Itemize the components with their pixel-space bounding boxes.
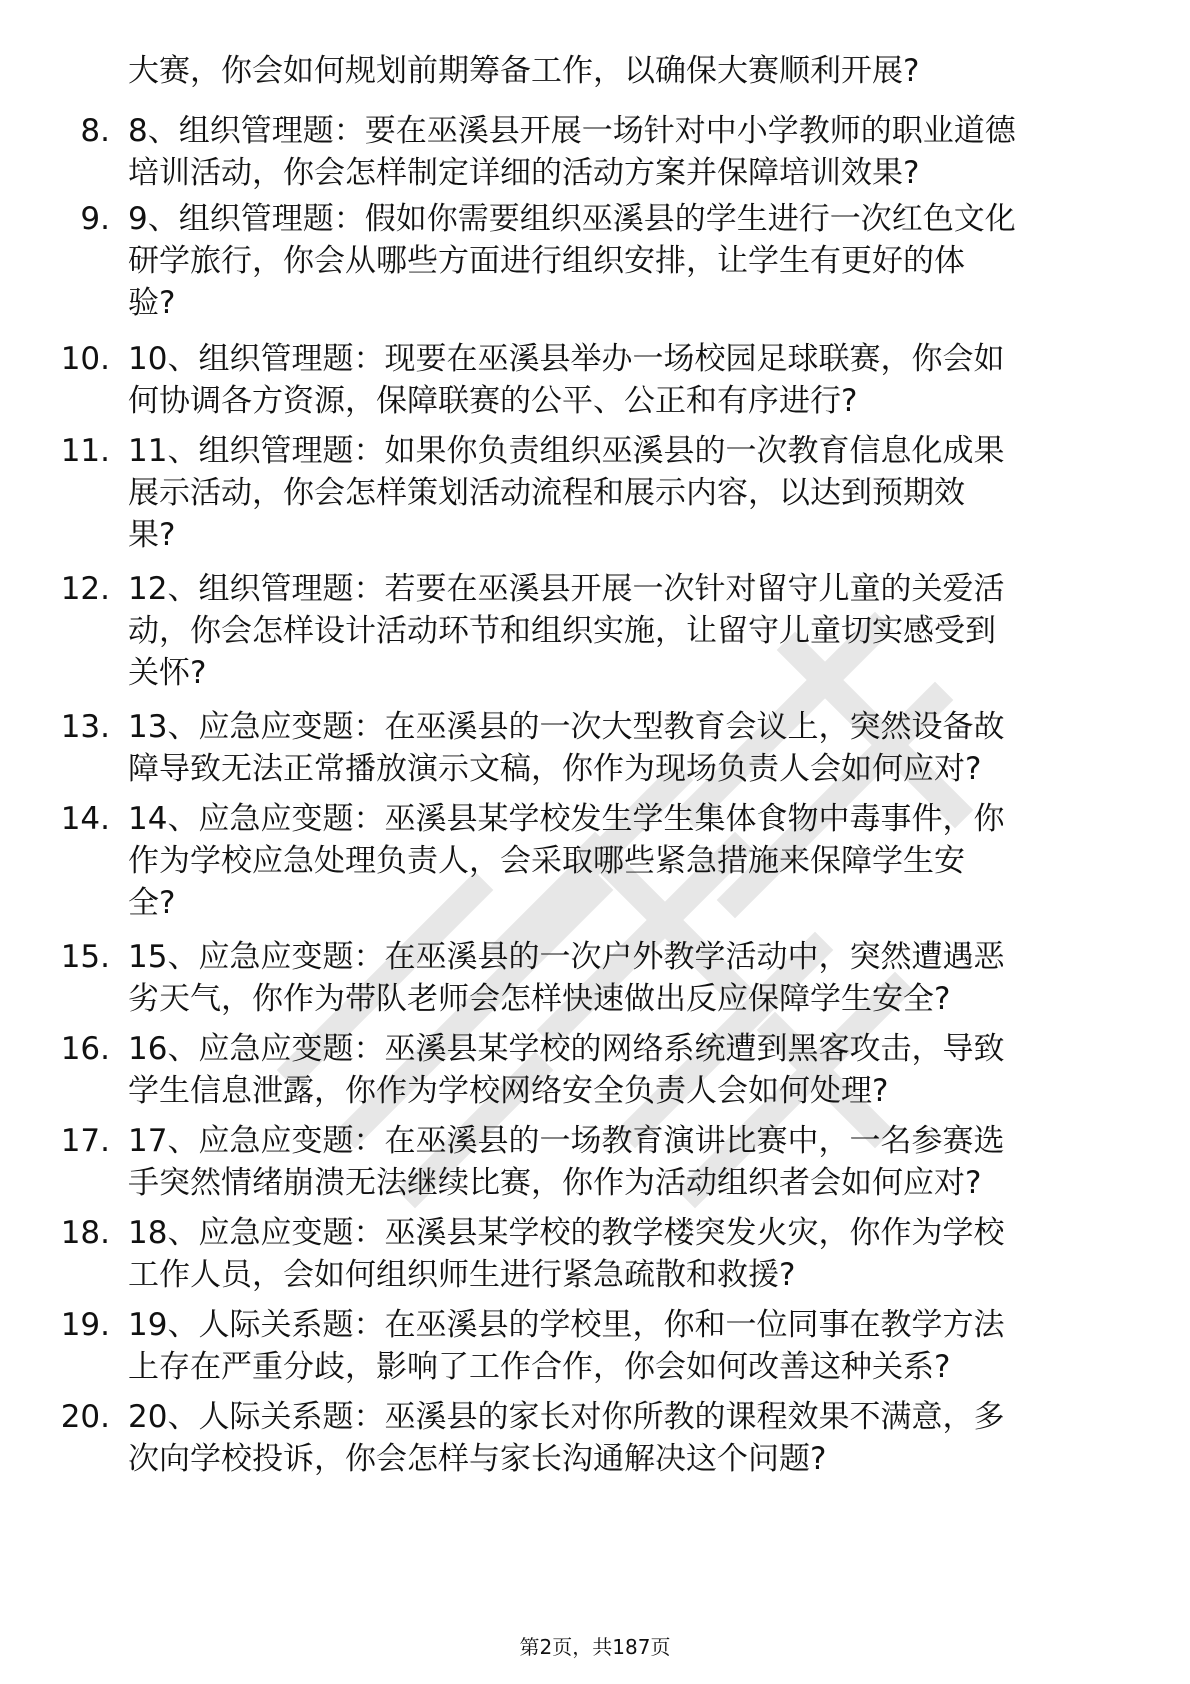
- continuation-paragraph: [128, 50, 1138, 92]
- item-line: 17、应急应变题：在巫溪县的一场教育演讲比赛中，一名参赛选: [128, 1123, 1005, 1159]
- item-number: 20.: [60, 1399, 110, 1435]
- item-line: 11、组织管理题：如果你负责组织巫溪县的一次教育信息化成果: [128, 433, 1005, 469]
- continuation-line: 大赛，你会如何规划前期筹备工作，以确保大赛顺利开展?: [128, 53, 920, 89]
- item-text: [128, 568, 1138, 694]
- item-number: 10.: [60, 341, 110, 377]
- item-line: 13、应急应变题：在巫溪县的一次大型教育会议上，突然设备故: [128, 709, 1005, 745]
- item-line: 16、应急应变题：巫溪县某学校的网络系统遭到黑客攻击，导致: [128, 1031, 1005, 1067]
- item-line: 9、组织管理题：假如你需要组织巫溪县的学生进行一次红色文化: [128, 201, 1016, 237]
- item-text: [128, 1212, 1138, 1296]
- item-line: 工作人员，会如何组织师生进行紧急疏散和救援?: [128, 1257, 796, 1293]
- item-line: 障导致无法正常播放演示文稿，你作为现场负责人会如何应对?: [128, 751, 982, 787]
- item-line: 果?: [128, 517, 176, 553]
- item-line: 展示活动，你会怎样策划活动流程和展示内容，以达到预期效: [128, 475, 965, 511]
- page-footer: [0, 1633, 1190, 1661]
- item-line: 作为学校应急处理负责人，会采取哪些紧急措施来保障学生安: [128, 843, 965, 879]
- item-line: 动，你会怎样设计活动环节和组织实施，让留守儿童切实感受到: [128, 613, 996, 649]
- item-number: 15.: [60, 939, 110, 975]
- item-line: 劣天气，你作为带队老师会怎样快速做出反应保障学生安全?: [128, 981, 951, 1017]
- item-line: 20、人际关系题：巫溪县的家长对你所教的课程效果不满意，多: [128, 1399, 1005, 1435]
- item-line: 次向学校投诉，你会怎样与家长沟通解决这个问题?: [128, 1441, 827, 1477]
- item-line: 8、组织管理题：要在巫溪县开展一场针对中小学教师的职业道德: [128, 113, 1016, 149]
- item-number: 11.: [60, 433, 110, 469]
- item-text: [128, 1304, 1138, 1388]
- item-line: 15、应急应变题：在巫溪县的一次户外教学活动中，突然遭遇恶: [128, 939, 1005, 975]
- item-number: 19.: [60, 1307, 110, 1343]
- item-line: 学生信息泄露，你作为学校网络安全负责人会如何处理?: [128, 1073, 889, 1109]
- item-text: [128, 338, 1138, 422]
- item-line: 10、组织管理题：现要在巫溪县举办一场校园足球联赛，你会如: [128, 341, 1005, 377]
- item-line: 验?: [128, 285, 176, 321]
- item-line: 手突然情绪崩溃无法继续比赛，你作为活动组织者会如何应对?: [128, 1165, 982, 1201]
- page-number: 第2页，共187页: [519, 1635, 671, 1659]
- item-text: [128, 110, 1138, 194]
- item-line: 研学旅行，你会从哪些方面进行组织安排，让学生有更好的体: [128, 243, 965, 279]
- item-line: 18、应急应变题：巫溪县某学校的教学楼突发火灾，你作为学校: [128, 1215, 1005, 1251]
- item-text: [128, 430, 1138, 556]
- item-line: 何协调各方资源，保障联赛的公平、公正和有序进行?: [128, 383, 858, 419]
- item-text: [128, 198, 1138, 324]
- item-number: 18.: [60, 1215, 110, 1251]
- item-text: [128, 1120, 1138, 1204]
- item-line: 19、人际关系题：在巫溪县的学校里，你和一位同事在教学方法: [128, 1307, 1005, 1343]
- item-text: [128, 706, 1138, 790]
- item-number: 13.: [60, 709, 110, 745]
- item-text: [128, 1396, 1138, 1480]
- item-number: 17.: [60, 1123, 110, 1159]
- item-line: 培训活动，你会怎样制定详细的活动方案并保障培训效果?: [128, 155, 920, 191]
- item-text: [128, 936, 1138, 1020]
- item-line: 全?: [128, 885, 176, 921]
- item-line: 上存在严重分歧，影响了工作合作，你会如何改善这种关系?: [128, 1349, 951, 1385]
- item-number: 9.: [80, 201, 110, 237]
- item-number: 12.: [60, 571, 110, 607]
- item-line: 14、应急应变题：巫溪县某学校发生学生集体食物中毒事件，你: [128, 801, 1005, 837]
- item-number: 16.: [60, 1031, 110, 1067]
- item-line: 关怀?: [128, 655, 207, 691]
- item-text: [128, 798, 1138, 924]
- item-text: [128, 1028, 1138, 1112]
- item-number: 8.: [80, 113, 110, 149]
- item-line: 12、组织管理题：若要在巫溪县开展一次针对留守儿童的关爱活: [128, 571, 1005, 607]
- item-number: 14.: [60, 801, 110, 837]
